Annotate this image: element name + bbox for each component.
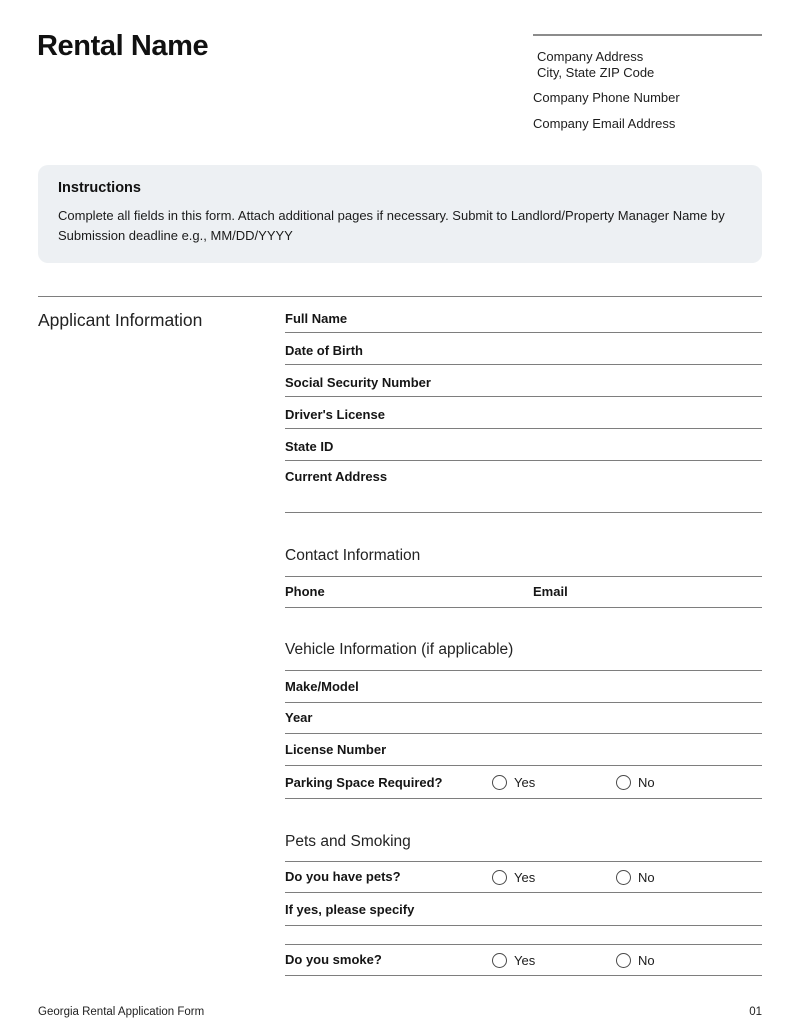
drivers-license-field[interactable] [285,397,762,429]
smoke-no-radio[interactable] [616,953,631,968]
parking-no-label: No [638,774,655,790]
have-pets-row [285,862,762,893]
pets-yes-label: Yes [514,869,536,885]
pets-yes-radio[interactable] [492,870,507,885]
parking-yes-option[interactable] [492,766,535,798]
instructions-box [38,165,762,263]
have-pets-label: Do you have pets? [285,869,401,884]
smoke-yes-label: Yes [514,952,536,968]
footer-doc-title: Georgia Rental Application Form [38,1006,205,1018]
make-model-field[interactable] [285,671,762,703]
form-fields-column [285,298,762,976]
company-info-block [533,34,762,131]
smoke-no-option[interactable] [616,945,655,975]
contact-section-title: Contact Information [285,546,762,577]
vehicle-section-title: Vehicle Information (if applicable) [285,640,762,671]
pets-no-option[interactable] [616,862,655,892]
full-name-field[interactable] [285,298,762,333]
instructions-body: Complete all fields in this form. Attach additional pages if necessary. Submit to Landlord/Property Manager Name by Submission deadline e.g., MM/DD/YYYY [58,208,725,243]
license-number-field[interactable] [285,734,762,766]
phone-label: Phone [285,584,325,599]
pets-yes-option[interactable] [492,862,535,892]
smoke-yes-option[interactable] [492,945,535,975]
smoke-row [285,945,762,976]
smoke-yes-radio[interactable] [492,953,507,968]
date-of-birth-label: Date of Birth [285,343,363,358]
parking-yes-label: Yes [514,774,536,790]
company-address-block [537,49,762,80]
pets-specify-extra-line[interactable] [285,926,762,945]
page-title: Rental Name [37,30,209,62]
year-field[interactable] [285,703,762,734]
section-top-divider [38,296,762,297]
pets-no-radio[interactable] [616,870,631,885]
pets-specify-label: If yes, please specify [285,902,415,917]
parking-no-radio[interactable] [616,775,631,790]
phone-email-field-row[interactable] [285,577,762,608]
parking-no-option[interactable] [616,766,655,798]
company-phone: Company Phone Number [533,90,680,105]
smoke-label: Do you smoke? [285,952,382,967]
smoke-no-label: No [638,952,655,968]
ssn-field[interactable] [285,365,762,397]
parking-required-row [285,766,762,799]
company-address-line2: City, State ZIP Code [537,64,655,80]
instructions-title: Instructions [58,180,141,196]
parking-yes-radio[interactable] [492,775,507,790]
ssn-label: Social Security Number [285,375,431,390]
parking-required-label: Parking Space Required? [285,775,443,790]
footer-page-number: 01 [749,1006,762,1018]
make-model-label: Make/Model [285,679,359,694]
license-number-label: License Number [285,742,387,757]
state-id-field[interactable] [285,429,762,461]
company-address-line1: Company Address [537,49,644,64]
pets-specify-field[interactable] [285,893,762,926]
state-id-label: State ID [285,439,334,454]
applicant-section-title: Applicant Information [38,310,203,330]
current-address-label: Current Address [285,469,388,484]
company-email: Company Email Address [533,115,676,131]
full-name-label: Full Name [285,311,348,326]
email-label: Email [533,584,568,599]
date-of-birth-field[interactable] [285,333,762,365]
pets-no-label: No [638,869,655,885]
year-label: Year [285,710,313,725]
current-address-field[interactable] [285,461,762,513]
pets-smoking-section-title: Pets and Smoking [285,832,762,862]
drivers-license-label: Driver's License [285,407,385,422]
